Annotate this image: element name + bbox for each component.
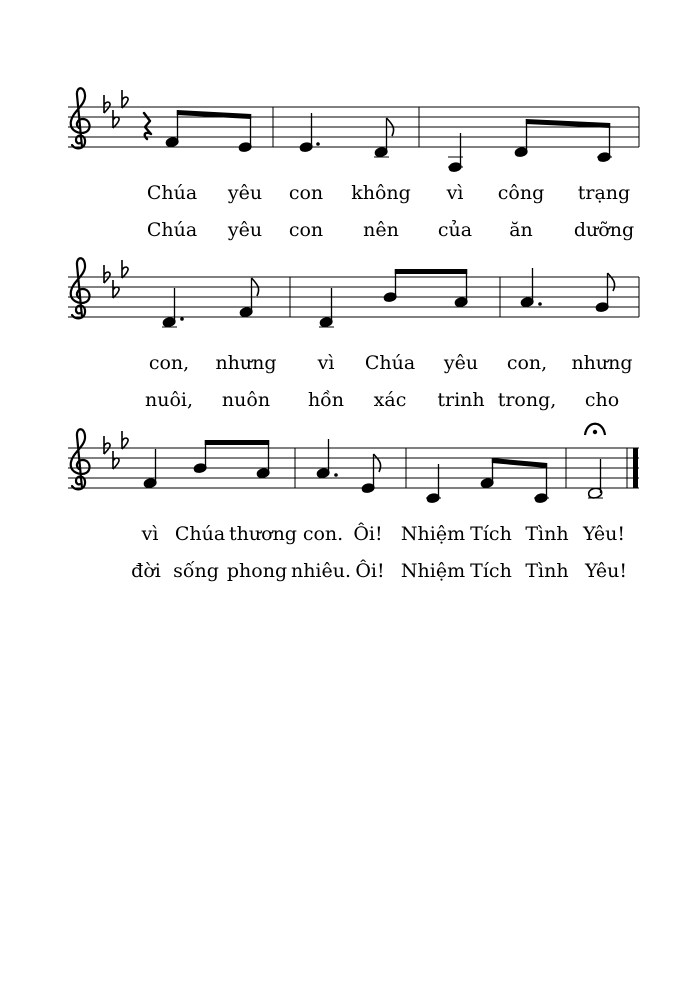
lyric-syllable: con.	[302, 523, 344, 545]
lyric-syllable: Tích	[470, 560, 512, 582]
lyric-syllable: Tích	[470, 523, 512, 545]
lyric-syllable: Chúa	[174, 523, 226, 545]
note-group	[515, 119, 612, 162]
staff-lines	[68, 277, 639, 317]
lyrics-verse-1	[147, 182, 630, 204]
note-head	[455, 297, 468, 307]
lyric-syllable: Chúa	[146, 182, 198, 204]
treble-clef-icon	[71, 429, 90, 489]
note-head	[515, 147, 528, 157]
note-group	[194, 440, 270, 478]
lyric-syllable: phong	[226, 560, 288, 582]
note-head	[317, 468, 330, 478]
lyric-syllable: Chúa	[146, 219, 198, 241]
lyrics-verse-2	[147, 219, 634, 241]
note-head	[375, 147, 388, 157]
lyric-syllable: Tình	[525, 560, 569, 582]
note-head	[300, 142, 313, 152]
lyric-syllable: Ôi!	[353, 523, 383, 545]
note-head	[257, 468, 270, 478]
note-group	[481, 458, 549, 503]
note-head	[163, 317, 176, 327]
note-head	[320, 317, 333, 327]
treble-clef-icon	[71, 88, 90, 148]
lyric-syllable: Yêu!	[582, 523, 626, 545]
note-head	[239, 142, 252, 152]
key-signature	[104, 90, 128, 128]
lyrics-verse-1	[141, 522, 625, 545]
note-group	[426, 464, 441, 503]
lyric-syllable: vì	[446, 182, 464, 204]
key-signature	[104, 260, 128, 298]
lyric-syllable: con,	[506, 352, 548, 374]
lyric-syllable: con,	[148, 352, 190, 374]
staff-lines	[68, 107, 639, 147]
lyric-syllable: yêu	[227, 182, 263, 204]
lyric-syllable: nên	[363, 219, 399, 241]
lyric-syllable: công	[497, 182, 545, 204]
half-note-head	[589, 488, 602, 498]
flat-icon	[122, 90, 128, 108]
lyric-syllable: trinh	[437, 389, 485, 411]
note-group	[166, 110, 252, 152]
flat-icon	[113, 110, 119, 128]
lyric-syllable: Chúa	[364, 352, 416, 374]
lyric-syllable: trạng	[577, 182, 631, 204]
system-3	[68, 424, 639, 582]
system-2	[68, 258, 639, 411]
note-head	[384, 292, 397, 302]
lyric-syllable: Nhiệm	[400, 523, 466, 545]
lyric-syllable: dưỡng	[573, 219, 635, 241]
note-group	[384, 269, 468, 307]
note-head	[596, 302, 609, 312]
lyric-syllable: Tình	[525, 523, 569, 545]
lyric-syllable: hồn	[307, 389, 345, 411]
note-head	[481, 478, 494, 488]
flat-icon	[104, 265, 110, 283]
lyrics-verse-2	[145, 389, 619, 411]
note-head	[194, 463, 207, 473]
lyric-syllable: con	[288, 182, 324, 204]
lyric-syllable: nhiêu.	[290, 560, 352, 582]
flat-icon	[122, 260, 128, 278]
lyrics-verse-2	[131, 559, 627, 582]
lyric-syllable: yêu	[443, 352, 479, 374]
lyric-syllable: Yêu!	[584, 560, 628, 582]
lyrics-verse-1	[149, 352, 633, 374]
lyric-syllable: ăn	[509, 219, 533, 241]
lyric-syllable: thương	[229, 523, 297, 545]
flat-icon	[104, 436, 110, 454]
key-signature	[104, 431, 128, 469]
note-group	[585, 424, 605, 498]
note-group	[448, 133, 463, 172]
lyric-syllable: nhưng	[215, 352, 277, 374]
lyric-syllable: nuôi,	[144, 389, 194, 411]
note-head	[144, 478, 157, 488]
lyric-syllable: của	[437, 219, 473, 241]
note-group	[362, 454, 381, 493]
lyric-syllable: Ôi!	[355, 560, 385, 582]
treble-clef-icon	[71, 258, 90, 318]
flat-icon	[113, 451, 119, 469]
lyric-syllable: xác	[373, 389, 407, 411]
lyric-syllable: nuôn	[221, 389, 271, 411]
lyric-syllable: con	[288, 219, 324, 241]
lyric-syllable: cho	[584, 389, 620, 411]
flat-icon	[104, 95, 110, 113]
note-head	[240, 307, 253, 317]
lyric-syllable: nhưng	[571, 352, 633, 374]
fermata-icon	[585, 424, 605, 435]
lyric-syllable: không	[351, 182, 411, 204]
lyric-syllable: Nhiệm	[400, 560, 466, 582]
note-head	[362, 483, 375, 493]
lyric-syllable: vì	[141, 523, 159, 545]
system-1	[68, 88, 639, 241]
note-group	[300, 113, 320, 152]
lyric-syllable: vì	[317, 352, 335, 374]
lyric-syllable: đời	[131, 560, 161, 582]
flat-icon	[122, 431, 128, 449]
note-head	[521, 297, 534, 307]
flat-icon	[113, 280, 119, 298]
lyric-syllable: sống	[173, 560, 219, 582]
note-group	[596, 273, 615, 312]
lyric-syllable: yêu	[227, 219, 263, 241]
lyric-syllable: trong,	[497, 389, 557, 411]
note-head	[166, 137, 179, 147]
